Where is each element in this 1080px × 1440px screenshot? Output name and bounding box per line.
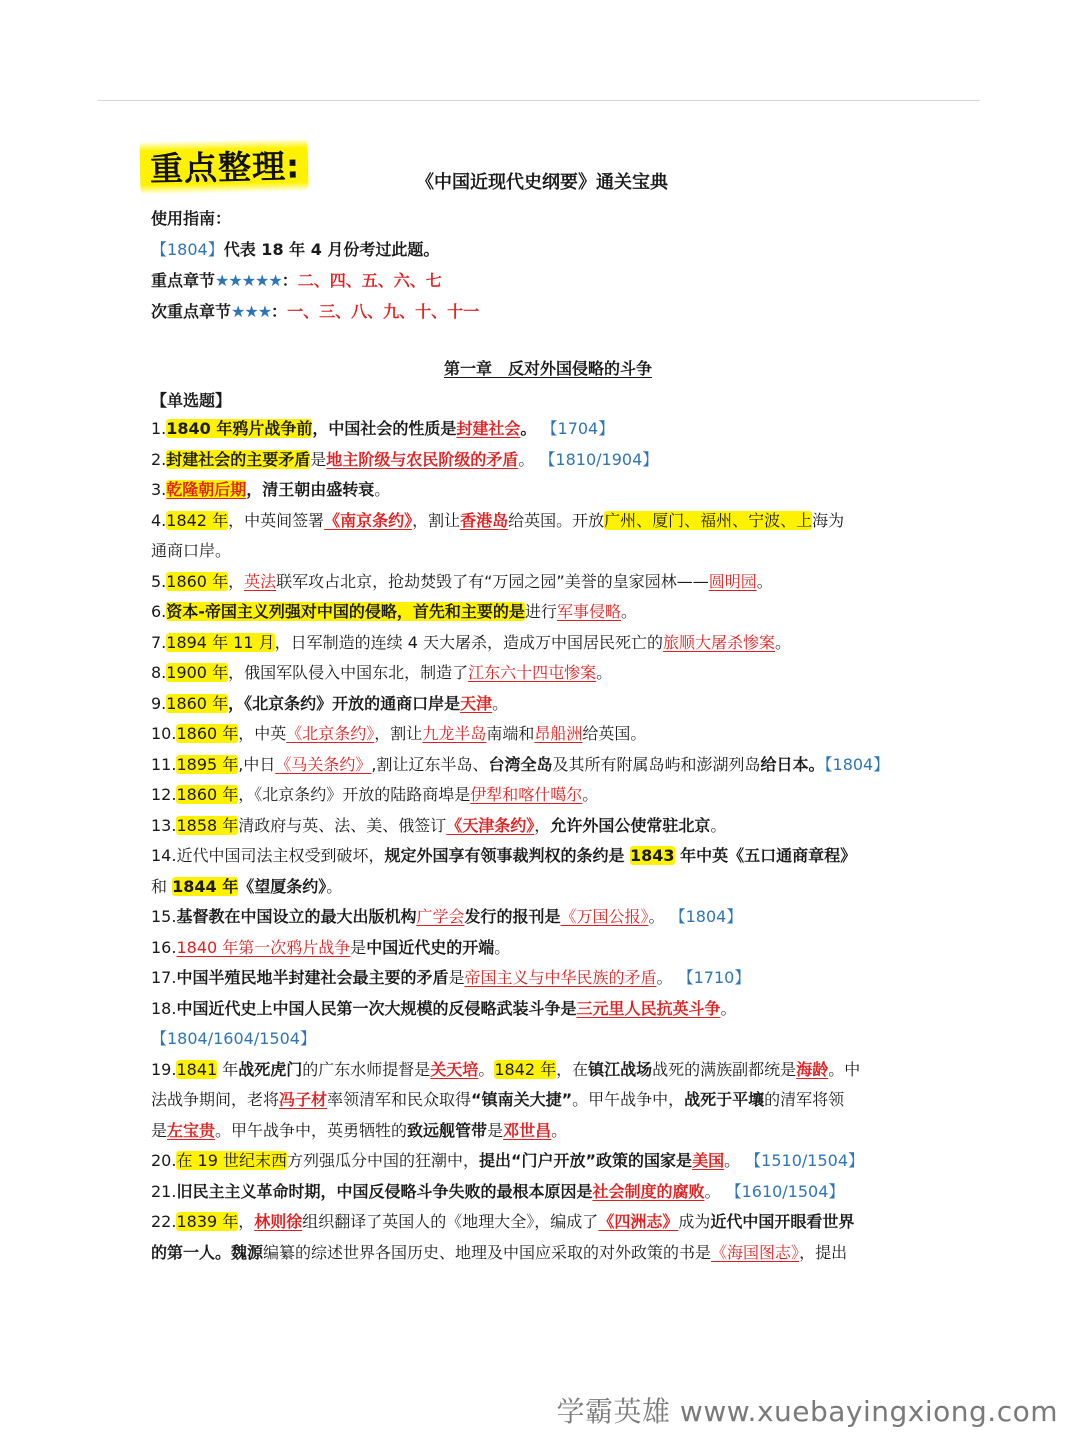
key-chapters-colon: ： bbox=[281, 271, 298, 290]
text-segment: 提出“门户开放”政策的国家是 bbox=[479, 1151, 693, 1170]
question-line bbox=[151, 628, 931, 659]
text-segment: 和 bbox=[151, 876, 173, 896]
text-segment: 规定外国享有领事裁判权的条约是 bbox=[384, 846, 631, 865]
text-segment: 。中 bbox=[828, 1059, 861, 1079]
text-segment: 《南京条约》 bbox=[324, 510, 413, 530]
text-segment: 圆明园 bbox=[708, 571, 757, 591]
text-segment: 。 bbox=[494, 937, 511, 957]
text-segment: 1860 年 bbox=[176, 724, 239, 743]
question-line bbox=[151, 658, 931, 689]
text-segment: ，《北京条约》开放的通商口岸是 bbox=[228, 693, 461, 713]
text-segment: 战死虎门 bbox=[238, 1059, 303, 1079]
text-segment: 1842 年 bbox=[166, 510, 229, 530]
text-segment: 法战争期间，老将 bbox=[151, 1090, 280, 1109]
text-segment: 封建社会的主要矛盾 bbox=[166, 449, 311, 469]
text-segment: 2. bbox=[151, 449, 167, 469]
text-segment: 伊犁和喀什噶尔 bbox=[470, 785, 583, 804]
text-segment: 22. bbox=[151, 1212, 177, 1231]
text-segment: 的广东水师提督是 bbox=[302, 1059, 431, 1079]
text-segment: 率领清军和民众取得 bbox=[327, 1090, 472, 1109]
text-segment: 成为 bbox=[678, 1212, 711, 1231]
text-segment: ，中英 bbox=[238, 724, 287, 743]
minor-chapters-list: 一、三、八、九、十、十一 bbox=[287, 302, 480, 321]
text-segment: 8. bbox=[151, 663, 167, 682]
text-segment: 1894 年 11 月 bbox=[166, 632, 275, 652]
text-segment: 镇江战场 bbox=[588, 1059, 653, 1079]
question-line bbox=[151, 1207, 931, 1238]
site-watermark: 学霸英雄 www.xuebayingxiong.com bbox=[556, 1395, 1058, 1428]
text-segment: 。 bbox=[374, 480, 391, 499]
text-segment: 江东六十四屯惨案 bbox=[468, 663, 597, 682]
text-segment: 。 bbox=[656, 968, 673, 987]
text-segment: 在 19 世纪末西 bbox=[176, 1151, 287, 1170]
text-segment: 。 bbox=[710, 815, 727, 835]
text-segment: 1895 年 bbox=[176, 754, 239, 774]
question-line bbox=[151, 902, 931, 933]
text-segment: 昂船洲 bbox=[534, 724, 583, 743]
chapter-heading bbox=[0, 356, 1080, 379]
text-segment: 7. bbox=[151, 632, 167, 652]
question-line bbox=[151, 506, 931, 537]
text-segment: 1840 年鸦片战争前 bbox=[166, 419, 313, 438]
text-segment: 《海国图志》 bbox=[711, 1242, 800, 1262]
text-segment: 关天培 bbox=[430, 1059, 479, 1079]
text-segment: 联军攻占北京，抢劫焚毁了有“万园之园”美誉的皇家园林—— bbox=[276, 571, 709, 591]
text-segment: 。 bbox=[774, 632, 791, 652]
minor-chapters bbox=[151, 296, 931, 327]
text-segment: 台湾全岛 bbox=[488, 754, 553, 774]
question-line bbox=[151, 689, 931, 720]
text-segment: 。 bbox=[620, 602, 637, 621]
text-segment: 。 bbox=[326, 876, 343, 896]
text-segment: ，日军制造的连续 4 天大屠杀，造成万中国居民死亡的 bbox=[274, 632, 663, 652]
text-segment: 13. bbox=[151, 815, 177, 835]
top-divider bbox=[98, 100, 980, 101]
text-segment: 进行 bbox=[524, 602, 557, 621]
text-segment: 《北京条约》 bbox=[286, 724, 375, 743]
question-line bbox=[151, 445, 931, 476]
text-segment: 【1510/1504】 bbox=[740, 1151, 865, 1170]
text-segment: 天津 bbox=[460, 693, 493, 713]
text-segment: “镇南关大捷” bbox=[471, 1090, 573, 1109]
key-chapters bbox=[151, 265, 931, 296]
text-segment: 封建社会 bbox=[456, 419, 521, 438]
text-segment: 地主阶级与农民阶级的矛盾 bbox=[326, 449, 519, 469]
text-segment: 致远舰管带 bbox=[407, 1120, 488, 1140]
text-segment: 【1610/1504】 bbox=[720, 1181, 845, 1201]
text-segment: 1860 年 bbox=[166, 693, 229, 713]
question-line bbox=[151, 567, 931, 598]
text-segment: 编纂的综述世界各国历史、地理及中国应采取的对外政策的书是 bbox=[263, 1242, 712, 1262]
text-segment: 1860 年 bbox=[166, 571, 229, 591]
text-segment: 给日本。 bbox=[760, 754, 825, 774]
text-segment: 海龄 bbox=[796, 1059, 829, 1079]
key-chapters-list: 二、四、五、六、七 bbox=[297, 271, 442, 290]
text-segment: 中国半殖民地半封建社会最主要的矛盾 bbox=[176, 968, 449, 987]
text-segment: 旅顺大屠杀惨案 bbox=[662, 632, 775, 652]
guide-legend bbox=[151, 234, 931, 265]
text-segment: ， bbox=[238, 1212, 255, 1231]
text-segment: 南端和 bbox=[486, 724, 535, 743]
question-line bbox=[151, 994, 931, 1025]
text-segment: 12. bbox=[151, 785, 177, 804]
text-segment: 清政府与英、法、美、俄签订 bbox=[238, 815, 447, 835]
text-segment: 1843 bbox=[630, 846, 675, 865]
text-segment: 是 bbox=[448, 968, 465, 987]
text-segment: 1844 年 bbox=[172, 876, 239, 896]
text-segment: 冯子材 bbox=[279, 1090, 328, 1109]
question-line bbox=[151, 1146, 931, 1177]
text-segment: 【1804】 bbox=[664, 907, 743, 926]
text-segment: 近代中国开眼看世界 bbox=[710, 1212, 855, 1231]
question-line bbox=[151, 963, 931, 994]
question-line bbox=[151, 750, 931, 781]
text-segment: 3. bbox=[151, 480, 167, 499]
text-segment: 。 bbox=[704, 1181, 721, 1201]
text-segment: 魏源 bbox=[231, 1242, 264, 1262]
text-segment: ， bbox=[228, 571, 245, 591]
question-line bbox=[151, 1238, 931, 1269]
question-line bbox=[151, 1055, 931, 1086]
text-segment: 美国 bbox=[692, 1151, 725, 1170]
text-segment: 年中英《五口通商章程》 bbox=[674, 846, 857, 865]
text-segment: 18. bbox=[151, 998, 177, 1018]
text-segment: 。 bbox=[720, 998, 737, 1018]
question-list bbox=[151, 414, 931, 1268]
text-segment: 是 bbox=[487, 1120, 504, 1140]
text-segment: 20. bbox=[151, 1151, 177, 1170]
text-segment: ,割让辽东半岛、 bbox=[371, 754, 489, 774]
question-line bbox=[151, 414, 931, 445]
question-line bbox=[151, 1024, 931, 1055]
text-segment: 及其所有附属岛屿和澎湖列岛 bbox=[552, 754, 761, 774]
legend-text: 代表 18 年 4 月份考过此题。 bbox=[223, 240, 440, 259]
text-segment: 乾隆朝后期 bbox=[166, 480, 247, 499]
text-segment: 1. bbox=[151, 419, 167, 438]
text-segment: 军事侵略 bbox=[556, 602, 621, 621]
text-segment: 【1804/1604/1504】 bbox=[151, 1029, 316, 1048]
text-segment: 11. bbox=[151, 754, 177, 774]
text-segment: 《万国公报》 bbox=[560, 907, 649, 926]
text-segment: 。 bbox=[518, 449, 535, 469]
text-segment: 9. bbox=[151, 693, 167, 713]
minor-chapters-colon: ： bbox=[271, 302, 288, 321]
text-segment: 给英国。 bbox=[582, 724, 647, 743]
text-segment: 英法 bbox=[244, 571, 277, 591]
text-segment: 14.近代中国司法主权受到破坏， bbox=[151, 846, 385, 865]
legend-code: 【1804】 bbox=[151, 240, 224, 259]
question-line bbox=[151, 536, 931, 567]
text-segment: ，割让 bbox=[374, 724, 423, 743]
usage-guide bbox=[151, 203, 931, 327]
text-segment: 。 bbox=[582, 785, 599, 804]
text-segment: ，在 bbox=[556, 1059, 589, 1079]
text-segment: 广学会 bbox=[416, 907, 465, 926]
text-segment: 允许外国公使常驻北京 bbox=[550, 815, 711, 835]
text-segment: ，中英间签署 bbox=[228, 510, 325, 530]
text-segment: 1860 年 bbox=[176, 785, 239, 804]
text-segment: 通商口岸。 bbox=[151, 541, 232, 560]
text-segment: 邓世昌 bbox=[503, 1120, 552, 1140]
text-segment: 【1804】 bbox=[824, 754, 890, 774]
text-segment: 是 bbox=[350, 937, 367, 957]
text-segment: 1841 bbox=[176, 1059, 218, 1079]
text-segment: 组织翻译了英国人的《地理大全》，编成了 bbox=[302, 1212, 599, 1231]
text-segment: 。 bbox=[492, 693, 509, 713]
text-segment: 的第一人。 bbox=[151, 1242, 232, 1262]
text-segment: 。 bbox=[478, 1059, 495, 1079]
text-segment: ，《北京条约》开放的陆路商埠是 bbox=[238, 785, 471, 804]
three-star-icon: ★★★ bbox=[231, 302, 272, 321]
text-segment: 《天津条约》 bbox=[446, 815, 535, 835]
text-segment: 1839 年 bbox=[176, 1212, 239, 1231]
question-line bbox=[151, 811, 931, 842]
text-segment: ，割让 bbox=[412, 510, 461, 530]
text-segment: 。 bbox=[648, 907, 665, 926]
section-tag: 重点整理: bbox=[139, 138, 308, 195]
minor-chapters-label: 次重点章节 bbox=[151, 302, 232, 321]
text-segment: 19. bbox=[151, 1059, 177, 1079]
text-segment: 《望厦条约》 bbox=[238, 876, 327, 896]
text-segment: 发行的报刊是 bbox=[464, 907, 561, 926]
text-segment: 林则徐 bbox=[254, 1212, 303, 1231]
text-segment: 【1710】 bbox=[672, 968, 751, 987]
text-segment: ,中日 bbox=[238, 754, 276, 774]
question-line bbox=[151, 719, 931, 750]
text-segment: 【1704】 bbox=[536, 419, 615, 438]
text-segment: 1842 年 bbox=[494, 1059, 557, 1079]
text-segment: 战死于平壤 bbox=[684, 1090, 765, 1109]
text-segment: 基督教在中国设立的最大出版机构 bbox=[176, 907, 417, 926]
text-segment: 海为 bbox=[812, 510, 845, 530]
guide-label: 使用指南： bbox=[151, 209, 232, 228]
question-line bbox=[151, 475, 931, 506]
text-segment: 年 bbox=[217, 1059, 239, 1079]
text-segment: 1900 年 bbox=[166, 663, 229, 682]
question-line bbox=[151, 780, 931, 811]
section-heading: 【单选题】 bbox=[151, 391, 232, 410]
text-segment: 旧民主主义革命时期，中国反侵略斗争失败的最根本原因是 bbox=[176, 1181, 593, 1201]
text-segment: 左宝贵 bbox=[167, 1120, 216, 1140]
chapter-title: 第一章 反对外国侵略的斗争 bbox=[443, 359, 652, 378]
text-segment: 广州、厦门、福州、宁波、上 bbox=[604, 510, 813, 530]
text-segment: 三元里人民抗英斗争 bbox=[576, 998, 721, 1018]
text-segment: 21. bbox=[151, 1181, 177, 1201]
text-segment: 1858 年 bbox=[176, 815, 239, 835]
five-star-icon: ★★★★★ bbox=[215, 271, 282, 290]
text-segment: 的清军将领 bbox=[764, 1090, 845, 1109]
text-segment: 是 bbox=[151, 1120, 168, 1140]
text-segment: ，清王朝由盛转衰 bbox=[246, 480, 375, 499]
text-segment: 1840 年第一次鸦片战争 bbox=[176, 937, 351, 957]
text-segment: 。甲午战争中，英勇牺牲的 bbox=[215, 1120, 408, 1140]
text-segment: 。 bbox=[596, 663, 613, 682]
text-segment: ，提出 bbox=[799, 1242, 848, 1262]
text-segment: 4. bbox=[151, 510, 167, 530]
question-line bbox=[151, 1116, 931, 1147]
text-segment: 《马关条约》 bbox=[275, 754, 372, 774]
text-segment: 【1810/1904】 bbox=[534, 449, 659, 469]
text-segment: 香港岛 bbox=[460, 510, 509, 530]
text-segment: 中国近代史的开端 bbox=[366, 937, 495, 957]
text-segment: ，俄国军队侵入中国东北，制造了 bbox=[228, 663, 469, 682]
text-segment: 16. bbox=[151, 937, 177, 957]
text-segment: 帝国主义与中华民族的矛盾 bbox=[464, 968, 657, 987]
text-segment: 是 bbox=[310, 449, 327, 469]
text-segment: 《四洲志》 bbox=[598, 1212, 679, 1231]
document-title: 《中国近现代史纲要》通关宝典 bbox=[416, 172, 668, 193]
key-chapters-label: 重点章节 bbox=[151, 271, 216, 290]
question-line bbox=[151, 1085, 931, 1116]
text-segment: 。 bbox=[520, 419, 537, 438]
text-segment: 战死的满族副都统是 bbox=[652, 1059, 797, 1079]
text-segment: 方列强瓜分中国的狂潮中， bbox=[287, 1151, 480, 1170]
text-segment: ，中国社会的性质是 bbox=[312, 419, 457, 438]
text-segment: 6. bbox=[151, 602, 167, 621]
text-segment: 给英国。开放 bbox=[508, 510, 605, 530]
text-segment: 。 bbox=[756, 571, 773, 591]
text-segment: 。 bbox=[551, 1120, 568, 1140]
question-line bbox=[151, 1177, 931, 1208]
text-segment: 资本-帝国主义列强对中国的侵略，首先和主要的是 bbox=[166, 602, 525, 621]
text-segment: 社会制度的腐败 bbox=[592, 1181, 705, 1201]
text-segment: 15. bbox=[151, 907, 177, 926]
text-segment: 10. bbox=[151, 724, 177, 743]
text-segment: 5. bbox=[151, 571, 167, 591]
text-segment: 中国近代史上中国人民第一次大规模的反侵略武装斗争是 bbox=[176, 998, 577, 1018]
text-segment: 。甲午战争中， bbox=[572, 1090, 685, 1109]
question-line bbox=[151, 841, 931, 872]
text-segment: 。 bbox=[724, 1151, 741, 1170]
question-line bbox=[151, 597, 931, 628]
text-segment: ， bbox=[534, 815, 551, 835]
question-line bbox=[151, 933, 931, 964]
text-segment: 九龙半岛 bbox=[422, 724, 487, 743]
text-segment: 17. bbox=[151, 968, 177, 987]
question-line bbox=[151, 872, 931, 903]
